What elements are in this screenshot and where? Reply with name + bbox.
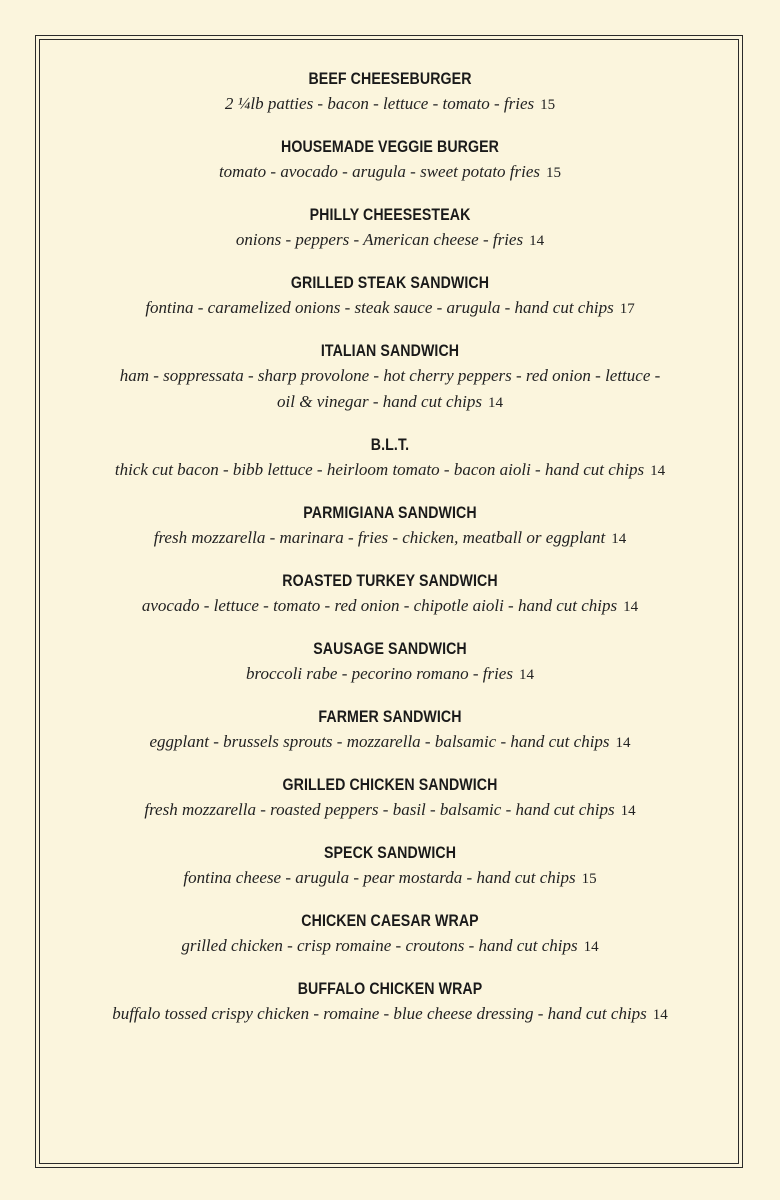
item-name: ROASTED TURKEY SANDWICH [282,572,498,590]
item-description: tomato - avocado - arugula - sweet potato fries 15 [218,162,562,181]
item-price: 14 [529,233,545,249]
item-price: 15 [581,871,597,887]
item-description-line-1: ham - soppressata - sharp provolone - hot cherry peppers - red onion - lettuce - [119,366,661,385]
item-name: CHICKEN CAESAR WRAP [301,912,479,930]
sandwich-menu [60,67,720,1045]
item-name: GRILLED CHICKEN SANDWICH [282,776,498,794]
item-name: HOUSEMADE VEGGIE BURGER [280,138,500,156]
item-description: fontina cheese - arugula - pear mostarda - hand cut chips 15 [183,868,597,887]
menu-item [60,135,720,186]
item-price: 14 [518,667,534,683]
item-name: SPECK SANDWICH [323,844,457,862]
item-description: grilled chicken - crisp romaine - croutons - hand cut chips 14 [181,936,599,955]
item-name: B.L.T. [370,436,410,454]
item-description: 2 ¼lb patties - bacon - lettuce - tomato - fries 15 [224,94,556,113]
item-description: buffalo tossed crispy chicken - romaine - blue cheese dressing - hand cut chips 14 [112,1004,668,1023]
item-price: 14 [615,735,631,751]
item-description-line-2: oil & vinegar - hand cut chips 14 [277,392,503,411]
menu-item [60,841,720,892]
menu-item [60,501,720,552]
item-price: 17 [619,301,635,317]
item-description: fresh mozzarella - roasted peppers - basil - balsamic - hand cut chips 14 [144,800,636,819]
menu-item [60,977,720,1028]
menu-item [60,909,720,960]
item-description: onions - peppers - American cheese - fries 14 [235,230,545,249]
item-description: broccoli rabe - pecorino romano - fries 14 [246,664,534,683]
item-name: PHILLY CHEESESTEAK [309,206,471,224]
item-price: 15 [546,165,562,181]
menu-item [60,433,720,484]
menu-item [60,67,720,118]
item-price: 14 [652,1007,668,1023]
item-price: 14 [650,463,666,479]
item-description: eggplant - brussels sprouts - mozzarella - balsamic - hand cut chips 14 [149,732,631,751]
item-name: SAUSAGE SANDWICH [313,640,467,658]
item-description: thick cut bacon - bibb lettuce - heirloom tomato - bacon aioli - hand cut chips 14 [114,460,666,479]
item-name: FARMER SANDWICH [318,708,462,726]
item-price: 14 [620,803,636,819]
item-description: fresh mozzarella - marinara - fries - chicken, meatball or eggplant 14 [153,528,627,547]
menu-item [60,637,720,688]
item-description: fontina - caramelized onions - steak sauce - arugula - hand cut chips 17 [145,298,635,317]
item-price: 14 [583,939,599,955]
item-price: 14 [623,599,639,615]
menu-item [60,339,720,416]
item-name: PARMIGIANA SANDWICH [303,504,477,522]
item-name: BEEF CHEESEBURGER [308,70,472,88]
item-name: BUFFALO CHICKEN WRAP [297,980,483,998]
item-description: avocado - lettuce - tomato - red onion - chipotle aioli - hand cut chips 14 [141,596,639,615]
item-price: 14 [611,531,627,547]
menu-item [60,271,720,322]
menu-item [60,569,720,620]
item-name: GRILLED STEAK SANDWICH [290,274,490,292]
menu-item [60,203,720,254]
item-price: 15 [540,97,556,113]
item-name: ITALIAN SANDWICH [320,342,460,360]
menu-item [60,773,720,824]
menu-item [60,705,720,756]
item-price: 14 [487,395,503,411]
